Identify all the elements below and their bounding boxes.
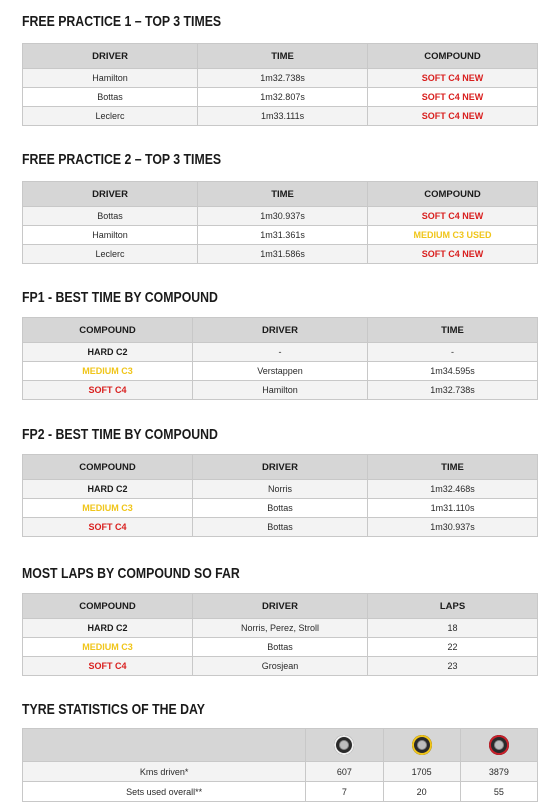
compound-cell: SOFT C4 NEW (368, 107, 538, 126)
fp1-best-table (22, 317, 538, 400)
driver-cell: Hamilton (192, 381, 367, 400)
time-cell: 1m32.807s (198, 88, 368, 107)
table-row (23, 362, 538, 381)
tyre-stats-table (22, 728, 538, 802)
fp1-best-section (22, 288, 538, 400)
column-header: COMPOUND (368, 182, 538, 207)
time-cell: 1m34.595s (368, 362, 538, 381)
laps-cell: 18 (368, 619, 538, 638)
section-title: FP1 - BEST TIME BY COMPOUND (22, 289, 218, 306)
driver-cell: Hamilton (23, 226, 198, 245)
driver-cell: - (192, 343, 367, 362)
column-header: DRIVER (23, 182, 198, 207)
time-cell: 1m30.937s (198, 207, 368, 226)
compound-cell: SOFT C4 (23, 518, 193, 537)
hard-value: 607 (306, 762, 383, 782)
driver-cell: Bottas (192, 638, 367, 657)
stat-label: Kms driven* (23, 762, 306, 782)
medium-value: 1705 (383, 762, 460, 782)
compound-cell: MEDIUM C3 (23, 638, 193, 657)
compound-cell: SOFT C4 (23, 657, 193, 676)
driver-cell: Norris (192, 480, 367, 499)
column-header: COMPOUND (23, 594, 193, 619)
table-row (23, 782, 538, 802)
soft-tyre-header (460, 729, 537, 762)
time-cell: 1m33.111s (198, 107, 368, 126)
medium-tyre-icon (412, 735, 432, 755)
driver-cell: Grosjean (192, 657, 367, 676)
compound-cell: MEDIUM C3 (23, 499, 193, 518)
table-row (23, 518, 538, 537)
driver-cell: Hamilton (23, 69, 198, 88)
compound-cell: HARD C2 (23, 480, 193, 499)
compound-cell: SOFT C4 (23, 381, 193, 400)
driver-cell: Bottas (192, 518, 367, 537)
medium-tyre-header (383, 729, 460, 762)
table-row (23, 762, 538, 782)
fp2-best-table (22, 454, 538, 537)
table-row (23, 657, 538, 676)
table-row (23, 343, 538, 362)
column-header: TIME (368, 455, 538, 480)
column-header: TIME (368, 318, 538, 343)
driver-cell: Leclerc (23, 107, 198, 126)
column-header: TIME (198, 44, 368, 69)
driver-cell: Bottas (192, 499, 367, 518)
time-cell: 1m32.738s (368, 381, 538, 400)
section-title: FREE PRACTICE 2 – TOP 3 TIMES (22, 151, 222, 168)
fp1-top3-section (22, 12, 538, 126)
table-row (23, 69, 538, 88)
stat-label: Sets used overall** (23, 782, 306, 802)
column-header: COMPOUND (368, 44, 538, 69)
table-row (23, 107, 538, 126)
soft-value: 55 (460, 782, 537, 802)
compound-cell: MEDIUM C3 USED (368, 226, 538, 245)
section-title: FREE PRACTICE 1 – TOP 3 TIMES (22, 13, 222, 30)
soft-value: 3879 (460, 762, 537, 782)
table-row (23, 619, 538, 638)
fp2-top3-table (22, 181, 538, 264)
hard-tyre-icon (334, 735, 354, 755)
column-header: DRIVER (192, 455, 367, 480)
time-cell: 1m31.110s (368, 499, 538, 518)
medium-value: 20 (383, 782, 460, 802)
compound-cell: SOFT C4 NEW (368, 69, 538, 88)
fp2-best-section (22, 425, 538, 537)
driver-cell: Verstappen (192, 362, 367, 381)
column-header: COMPOUND (23, 455, 193, 480)
section-title: MOST LAPS BY COMPOUND SO FAR (22, 565, 240, 582)
fp2-top3-section (22, 150, 538, 264)
table-row (23, 226, 538, 245)
time-cell: 1m31.586s (198, 245, 368, 264)
tyre-stats-section (22, 700, 538, 802)
compound-cell: HARD C2 (23, 343, 193, 362)
table-row (23, 499, 538, 518)
column-header: LAPS (368, 594, 538, 619)
table-row (23, 638, 538, 657)
most-laps-table (22, 593, 538, 676)
driver-cell: Leclerc (23, 245, 198, 264)
empty-header (23, 729, 306, 762)
table-row (23, 88, 538, 107)
soft-tyre-icon (489, 735, 509, 755)
compound-cell: SOFT C4 NEW (368, 88, 538, 107)
fp1-top3-table (22, 43, 538, 126)
table-row (23, 381, 538, 400)
section-title: FP2 - BEST TIME BY COMPOUND (22, 426, 218, 443)
compound-cell: MEDIUM C3 (23, 362, 193, 381)
table-row (23, 207, 538, 226)
column-header: COMPOUND (23, 318, 193, 343)
time-cell: 1m32.468s (368, 480, 538, 499)
hard-value: 7 (306, 782, 383, 802)
table-row (23, 480, 538, 499)
driver-cell: Bottas (23, 88, 198, 107)
driver-cell: Bottas (23, 207, 198, 226)
column-header: DRIVER (23, 44, 198, 69)
compound-cell: SOFT C4 NEW (368, 207, 538, 226)
compound-cell: HARD C2 (23, 619, 193, 638)
time-cell: - (368, 343, 538, 362)
laps-cell: 23 (368, 657, 538, 676)
compound-cell: SOFT C4 NEW (368, 245, 538, 264)
table-row (23, 245, 538, 264)
driver-cell: Norris, Perez, Stroll (192, 619, 367, 638)
hard-tyre-header (306, 729, 383, 762)
laps-cell: 22 (368, 638, 538, 657)
time-cell: 1m32.738s (198, 69, 368, 88)
section-title: TYRE STATISTICS OF THE DAY (22, 701, 205, 718)
most-laps-section (22, 564, 538, 676)
time-cell: 1m30.937s (368, 518, 538, 537)
column-header: DRIVER (192, 318, 367, 343)
time-cell: 1m31.361s (198, 226, 368, 245)
column-header: DRIVER (192, 594, 367, 619)
column-header: TIME (198, 182, 368, 207)
